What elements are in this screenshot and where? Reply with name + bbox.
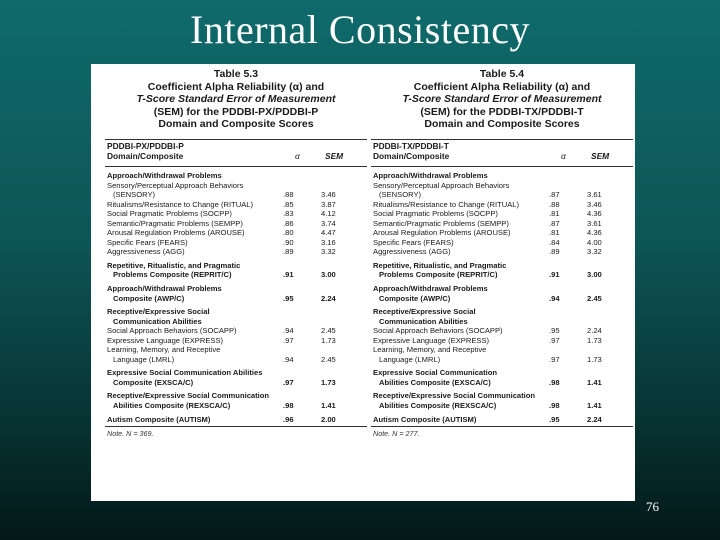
sem-value: 4.36 — [587, 228, 602, 238]
row-label: Social Approach Behaviors (SOCAPP) — [373, 326, 503, 336]
row-label: Approach/Withdrawal Problems — [107, 283, 222, 293]
row-label: Aggressiveness (AGG) — [107, 247, 185, 257]
row-label: Sensory/Perceptual Approach Behaviors — [107, 180, 244, 190]
table-row — [105, 326, 367, 336]
sem-value: 1.41 — [587, 401, 602, 410]
caption-line: Coefficient Alpha Reliability (α) and — [147, 80, 325, 93]
row-label: Expressive Social Communication Abilities — [107, 368, 263, 378]
table-row — [371, 247, 633, 257]
row-label: Ritualisms/Resistance to Change (RITUAL) — [373, 199, 520, 209]
table-body — [105, 167, 367, 424]
sem-value: 3.74 — [321, 218, 336, 228]
sem-value: 1.73 — [321, 377, 336, 387]
alpha-value: .95 — [549, 326, 560, 336]
alpha-value: .89 — [549, 247, 560, 257]
table-caption — [371, 68, 633, 131]
row-label: Abilities Composite (REXSCA/C) — [113, 401, 231, 410]
row-label: Ritualisms/Resistance to Change (RITUAL) — [107, 199, 254, 209]
row-label: Composite (AWP/C) — [379, 293, 451, 303]
sem-value: 1.41 — [587, 377, 602, 387]
alpha-value: .89 — [283, 247, 294, 257]
caption-line: Domain and Composite Scores — [424, 118, 580, 131]
table-row — [105, 368, 367, 387]
row-label: Repetitive, Ritualistic, and Pragmatic — [107, 260, 241, 270]
sem-value: 2.24 — [321, 293, 336, 303]
table-row — [371, 219, 633, 229]
scanned-page — [91, 64, 635, 501]
caption-line: T-Score Standard Error of Measurement — [402, 93, 602, 106]
alpha-value: .84 — [549, 237, 560, 247]
sem-value: 1.73 — [321, 335, 336, 345]
alpha-value: .91 — [283, 270, 294, 280]
alpha-value: .90 — [283, 237, 294, 247]
row-label: Semantic/Pragmatic Problems (SEMPP) — [107, 218, 243, 228]
table-5-4 — [371, 68, 633, 438]
table-row — [105, 336, 367, 346]
row-label: Autism Composite (AUTISM) — [107, 414, 211, 424]
alpha-value: .98 — [549, 377, 560, 387]
table-row — [105, 261, 367, 280]
row-label: Receptive/Expressive Social Communication — [107, 391, 270, 401]
alpha-value: .94 — [549, 293, 560, 303]
alpha-value: .95 — [283, 293, 294, 303]
row-label: Approach/Withdrawal Problems — [373, 283, 488, 293]
table-row — [371, 181, 633, 200]
table-row — [105, 345, 367, 364]
alpha-value: .97 — [549, 354, 560, 364]
sem-value: 3.61 — [587, 218, 602, 228]
row-label: Composite (AWP/C) — [113, 293, 185, 303]
caption-line: Coefficient Alpha Reliability (α) and — [413, 80, 591, 93]
sem-value: 4.47 — [321, 228, 336, 238]
sem-value: 1.73 — [587, 354, 602, 364]
column-label-sem: SEM — [325, 150, 344, 161]
sem-value: 2.00 — [321, 414, 336, 424]
column-label-alpha: α — [295, 150, 300, 161]
alpha-value: .88 — [549, 199, 560, 209]
table-row — [105, 247, 367, 257]
row-label: Abilities Composite (REXSCA/C) — [379, 401, 497, 410]
alpha-value: .94 — [283, 326, 294, 336]
table-caption — [105, 68, 367, 131]
rule — [105, 426, 367, 427]
table-note: Note. N = 277. — [373, 429, 420, 439]
table-5-3 — [105, 68, 367, 438]
sem-value: 4.00 — [587, 237, 602, 247]
row-label: Expressive Language (EXPRESS) — [107, 335, 224, 345]
table-row — [105, 307, 367, 326]
row-label: Composite (EXSCA/C) — [113, 377, 194, 387]
row-label: Social Pragmatic Problems (SOCPP) — [107, 209, 232, 219]
caption-line: Table 5.4 — [479, 68, 525, 80]
table-row — [105, 238, 367, 248]
row-label: Problems Composite (REPRIT/C) — [113, 270, 232, 280]
row-label: Sensory/Perceptual Approach Behaviors — [373, 180, 510, 190]
table-row — [371, 238, 633, 248]
slide-title: Internal Consistency — [190, 7, 530, 52]
sem-value: 1.41 — [321, 401, 336, 410]
table-row — [371, 345, 633, 364]
table-row — [105, 200, 367, 210]
column-header — [105, 140, 367, 166]
table-row — [371, 284, 633, 303]
sem-value: 3.87 — [321, 199, 336, 209]
row-label: Communication Abilities — [113, 316, 202, 326]
caption-line: T-Score Standard Error of Measurement — [136, 93, 336, 106]
alpha-value: .91 — [549, 270, 560, 280]
row-label: Social Pragmatic Problems (SOCPP) — [373, 209, 498, 219]
row-label: Repetitive, Ritualistic, and Pragmatic — [373, 260, 507, 270]
caption-line: Table 5.3 — [213, 68, 259, 80]
row-label: Receptive/Expressive Social — [373, 307, 476, 317]
caption-line: (SEM) for the PDDBI-PX/PDDBI-P — [153, 105, 319, 118]
row-label: Social Approach Behaviors (SOCAPP) — [107, 326, 237, 336]
alpha-value: .81 — [549, 228, 560, 238]
rule — [371, 426, 633, 427]
table-row — [371, 415, 633, 425]
table-body — [371, 167, 633, 424]
table-row — [105, 391, 367, 410]
row-label: Autism Composite (AUTISM) — [373, 414, 477, 424]
row-label: Abilities Composite (EXSCA/C) — [379, 377, 491, 387]
alpha-value: .98 — [283, 401, 294, 410]
table-row — [105, 415, 367, 425]
table-row — [105, 219, 367, 229]
row-label: Specific Fears (FEARS) — [373, 237, 454, 247]
table-row — [371, 307, 633, 326]
table-row — [105, 209, 367, 219]
column-label-domain-composite: Domain/Composite — [373, 150, 450, 161]
sem-value: 3.00 — [587, 270, 602, 280]
sem-value: 2.24 — [587, 326, 602, 336]
row-label: Problems Composite (REPRIT/C) — [379, 270, 498, 280]
sem-value: 3.46 — [321, 190, 336, 200]
alpha-value: .80 — [283, 228, 294, 238]
table-row — [105, 228, 367, 238]
alpha-value: .81 — [549, 209, 560, 219]
table-note: Note. N = 369. — [107, 429, 154, 439]
column-label-domain-composite: Domain/Composite — [107, 150, 184, 161]
table-row — [371, 336, 633, 346]
sem-value: 2.45 — [321, 354, 336, 364]
alpha-value: .97 — [283, 377, 294, 387]
table-row — [371, 391, 633, 410]
row-label: Expressive Language (EXPRESS) — [373, 335, 490, 345]
sem-value: 1.73 — [587, 335, 602, 345]
column-label-form: PDDBI-TX/PDDBI-T — [373, 140, 449, 151]
table-row — [371, 200, 633, 210]
column-label-sem: SEM — [591, 150, 610, 161]
row-label: Communication Abilities — [379, 316, 468, 326]
column-label-form: PDDBI-PX/PDDBI-P — [107, 140, 184, 151]
table-row — [371, 368, 633, 387]
row-label: Learning, Memory, and Receptive — [373, 345, 487, 355]
table-row — [371, 326, 633, 336]
table-row — [371, 228, 633, 238]
row-label: Language (LMRL) — [379, 354, 441, 364]
row-label: Semantic/Pragmatic Problems (SEMPP) — [373, 218, 509, 228]
column-label-domain — [107, 142, 184, 162]
column-label-domain — [373, 142, 449, 162]
row-label: Language (LMRL) — [113, 354, 175, 364]
sem-value: 2.45 — [587, 293, 602, 303]
sem-value: 2.24 — [587, 414, 602, 424]
row-label: Specific Fears (FEARS) — [107, 237, 188, 247]
alpha-value: .98 — [549, 401, 560, 410]
table-row — [371, 209, 633, 219]
alpha-value: .97 — [549, 335, 560, 345]
alpha-value: .96 — [283, 414, 294, 424]
row-label: Expressive Social Communication — [373, 368, 498, 378]
alpha-value: .85 — [283, 199, 294, 209]
row-label: Receptive/Expressive Social Communication — [373, 391, 536, 401]
alpha-value: .87 — [549, 218, 560, 228]
sem-value: 3.61 — [587, 190, 602, 200]
sem-value: 2.45 — [321, 326, 336, 336]
alpha-value: .88 — [283, 190, 294, 200]
row-label: Receptive/Expressive Social — [107, 307, 210, 317]
sem-value: 3.46 — [587, 199, 602, 209]
alpha-value: .97 — [283, 335, 294, 345]
alpha-value: .87 — [549, 190, 560, 200]
alpha-value: .95 — [549, 414, 560, 424]
table-row — [371, 261, 633, 280]
alpha-value: .94 — [283, 354, 294, 364]
row-label: Approach/Withdrawal Problems — [373, 170, 488, 180]
alpha-value: .83 — [283, 209, 294, 219]
table-row — [105, 284, 367, 303]
column-header — [371, 140, 633, 166]
sem-value: 4.12 — [321, 209, 336, 219]
sem-value: 3.16 — [321, 237, 336, 247]
sem-value: 3.00 — [321, 270, 336, 280]
row-label: Learning, Memory, and Receptive — [107, 345, 221, 355]
table-row — [105, 171, 367, 181]
row-label: Aggressiveness (AGG) — [373, 247, 451, 257]
caption-line: Domain and Composite Scores — [158, 118, 314, 131]
row-label: Arousal Regulation Problems (AROUSE) — [373, 228, 511, 238]
sem-value: 3.32 — [321, 247, 336, 257]
alpha-value: .86 — [283, 218, 294, 228]
sem-value: 3.32 — [587, 247, 602, 257]
sem-value: 4.36 — [587, 209, 602, 219]
table-row — [105, 181, 367, 200]
caption-line: (SEM) for the PDDBI-TX/PDDBI-T — [420, 105, 584, 118]
row-label: Approach/Withdrawal Problems — [107, 170, 222, 180]
row-label: (SENSORY) — [379, 190, 422, 200]
row-label: (SENSORY) — [113, 190, 156, 200]
column-label-alpha: α — [561, 150, 566, 161]
table-row — [371, 171, 633, 181]
page-number: 76 — [646, 499, 659, 514]
row-label: Arousal Regulation Problems (AROUSE) — [107, 228, 245, 238]
